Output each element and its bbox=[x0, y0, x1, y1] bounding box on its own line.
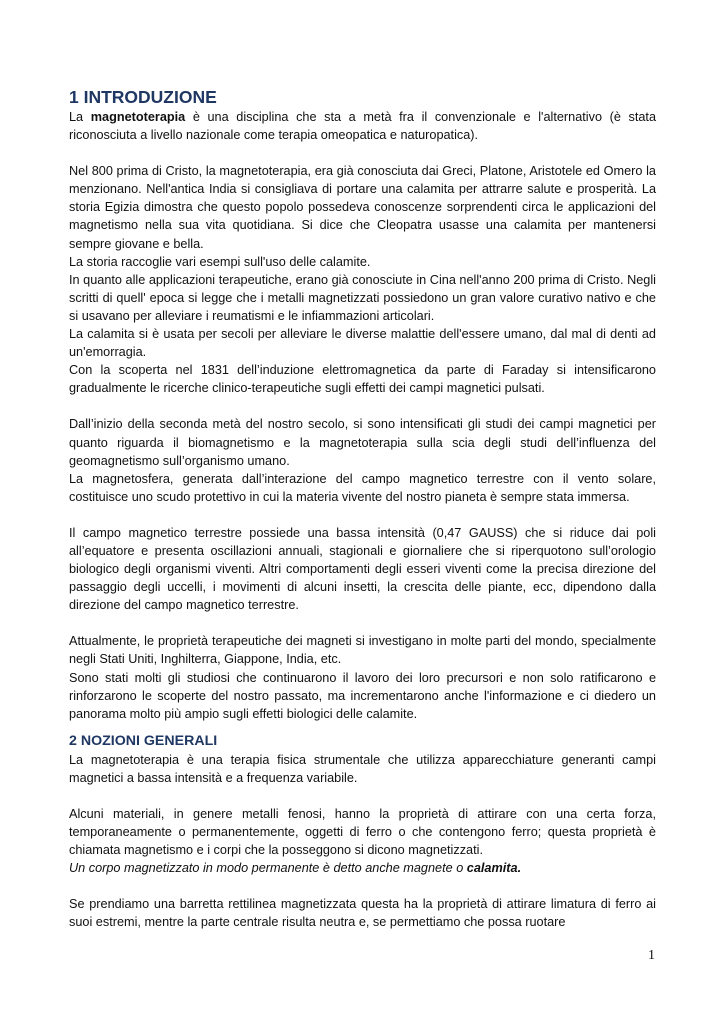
materials-paragraph: Alcuni materiali, in genere metalli fenosi, hanno la proprietà di attirare con una certa forza, temporaneamente o permanentemente, oggetti di ferro o che contengono ferro; questa proprietà è chiamata magnetismo e i corpi che la posseggono si dicono magnetizzati. bbox=[69, 807, 656, 858]
centuries-paragraph: La calamita si è usata per secoli per alleviare le diverse malattie dell'essere umano, dal mal di denti ad un'emorragia. bbox=[69, 327, 656, 360]
earth-field-paragraph: Il campo magnetico terrestre possiede una bassa intensità (0,47 GAUSS) che si riduce dai poli all’equatore e presenta oscillazioni annuali, stagionali e giornaliere che si riperquotono sull’orologio biologico degli organismi viventi. Altri comportamenti degli esseri viventi come la precisa direzione del passaggio degli uccelli, i movimenti di alcuni insetti, la crescita delle piante, ecc, dipendono dalla direzione del campo magnetico terrestre. bbox=[69, 525, 656, 613]
document-body bbox=[69, 86, 656, 932]
section-1-heading: 1 INTRODUZIONE bbox=[69, 87, 217, 107]
bar-magnet-paragraph: Se prendiamo una barretta rettilinea magnetizzata questa ha la proprietà di attirare limatura di ferro ai suoi estremi, mentre la parte centrale risulta neutra e, se permettiamo che possa ruotare bbox=[69, 897, 656, 930]
history-examples-line: La storia raccoglie vari esempi sull'uso delle calamite. bbox=[69, 254, 371, 269]
magnet-definition-line bbox=[69, 859, 656, 877]
magnet-definition-bold: calamita. bbox=[466, 861, 522, 876]
current-research-paragraph: Attualmente, le proprietà terapeutiche dei magneti si investigano in molte parti del mondo, specialmente negli Stati Uniti, Inghilterra, Giappone, India, etc. bbox=[69, 634, 656, 667]
intro-text-end: è una disciplina che sta a metà fra il convenzionale e l'alternativo (è stata riconosciuta a livello nazionale come terapia omeopatica e naturopatica). bbox=[69, 110, 657, 143]
magnetosphere-paragraph: La magnetosfera, generata dall’interazione del campo magnetico terrestre con il vento solare, costituisce uno scudo protettivo in cui la materia vivente del nostro pianeta è sempre stata immersa. bbox=[69, 471, 656, 504]
page-number: 1 bbox=[648, 948, 655, 963]
definition-paragraph: La magnetoterapia è una terapia fisica strumentale che utilizza apparecchiature generanti campi magnetici a bassa intensità e a frequenza variabile. bbox=[69, 752, 656, 785]
china-paragraph: In quanto alle applicazioni terapeutiche, erano già conosciute in Cina nell'anno 200 prima di Cristo. Negli scritti di quell' epoca si legge che i metalli magnetizzati possiedono un gran valore curativo nativo e che si usavano per alleviare i reumatismi e le infiammazioni articolari. bbox=[69, 272, 656, 323]
scholars-paragraph: Sono stati molti gli studiosi che continuarono il lavoro dei loro precursori e non solo ratificarono e rinforzarono le scoperte del nostro passato, ma incrementarono anche l'informazione e ci diedero un panorama molto più ampio sugli effetti biologici delle calamite. bbox=[69, 670, 656, 721]
section-2-heading: 2 NOZIONI GENERALI bbox=[69, 732, 218, 749]
intro-text-start: La bbox=[69, 110, 91, 124]
faraday-paragraph: Con la scoperta nel 1831 dell’induzione elettromagnetica da parte di Faraday si intensificarono gradualmente le ricerche clinico-terapeutiche sugli effetti dei campi magnetici pulsati. bbox=[69, 363, 656, 396]
intro-paragraph bbox=[69, 108, 656, 144]
magnet-definition-italic: Un corpo magnetizzato in modo permanente è detto anche magnete o bbox=[69, 861, 467, 876]
biomagnetism-paragraph: Dall’inizio della seconda metà del nostro secolo, si sono intensificati gli studi dei campi magnetici per quanto riguarda il biomagnetismo e la magnetoterapia sulla scia degli studi dell’influenza del geomagnetismo sull’organismo umano. bbox=[69, 417, 656, 468]
intro-bold-term: magnetoterapia bbox=[90, 110, 186, 124]
history-paragraph: Nel 800 prima di Cristo, la magnetoterapia, era già conosciuta dai Greci, Platone, Aristotele ed Omero la menzionano. Nell'antica India si consigliava di portare una calamita per attrarre salute e prosperità. La storia Egizia dimostra che questo popolo possedeva conoscenze sorprendenti circa le applicazioni del magnetismo nella sua vita quotidiana. Si dice che Cleopatra usasse una calamita per mantenersi sempre giovane e bella. bbox=[69, 164, 656, 251]
